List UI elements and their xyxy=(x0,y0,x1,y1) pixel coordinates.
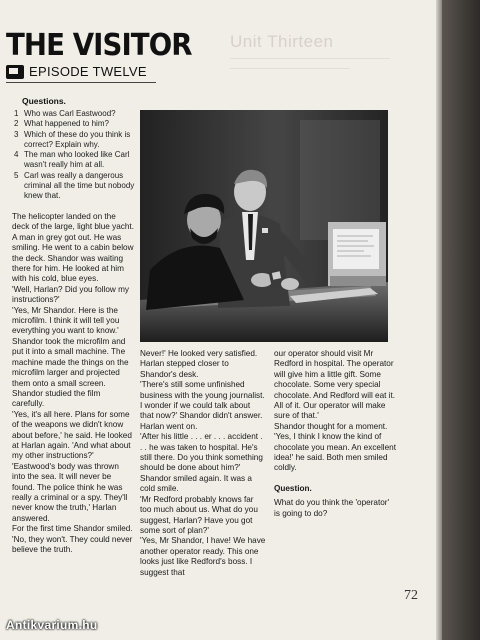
question-item xyxy=(14,171,136,202)
story-paragraph: 'Yes, Mr Shandor. Here is the microfilm. I think it will tell you everything you want to know.' Shandor took the microfilm and put it into a small machine. The machine made the things on the microfilm larger and projected them onto a small screen. Shandor studied the film carefully. xyxy=(12,305,129,409)
illustration-two-men-at-computer xyxy=(140,110,388,342)
question-heading: Question. xyxy=(274,483,312,493)
question-item xyxy=(14,119,136,129)
story-paragraph: our operator should visit Mr Redford in hospital. The operator will give him a little gift. Some chocolate. Some very special chocolate. And Redford will eat it. All of it. Our operator will make sure of that.' xyxy=(274,349,396,421)
story-title: THE VISITOR xyxy=(6,28,192,63)
show-through-line xyxy=(230,58,390,59)
story-paragraph: 'Well, Harlan? Did you follow my instructions?' xyxy=(12,284,129,305)
question-number: 3 xyxy=(14,129,19,139)
question-text: Which of these do you think is correct? Explain why. xyxy=(24,129,131,149)
question-number: 5 xyxy=(14,170,19,180)
show-through-line xyxy=(230,68,350,69)
question-item xyxy=(14,150,136,171)
question-text: The man who looked like Carl wasn't really him at all. xyxy=(24,150,130,170)
questions-heading: Questions. xyxy=(22,96,66,106)
story-column-3 xyxy=(274,349,396,519)
story-paragraph: 'After his little . . . er . . . accident . . . he was taken to hospital. He's still there. Do you think something should be done about him?' Shandor smiled again. It was a cold smile. xyxy=(140,432,263,494)
watermark-logo: Antikvarium.hu xyxy=(6,618,98,632)
question-number: 1 xyxy=(14,109,19,118)
header-rule xyxy=(6,82,156,83)
story-paragraph: Never!' He looked very satisfied. Harlan stepped closer to Shandor's desk. xyxy=(140,349,258,379)
story-paragraph: Shandor thought for a moment. 'Yes, I think I know the kind of chocolate you mean. An excellent idea!' he said. Both men smiled coldly. xyxy=(274,421,396,473)
question-text: Who was Carl Eastwood? xyxy=(24,109,116,118)
book-gutter xyxy=(442,0,480,640)
question-item xyxy=(14,130,136,151)
show-through-heading: Unit Thirteen xyxy=(230,32,334,51)
story-paragraph: 'Mr Redford probably knows far too much about us. What do you suggest, Harlan? Have you got some sort of plan?' xyxy=(140,494,258,535)
question-item xyxy=(14,109,136,119)
story-paragraph: The helicopter landed on the deck of the large, light blue yacht. A man in grey got out. He was smiling. He went to a cabin below the deck. Shandor was waiting there for him. He looked at him with his cold, blue eyes. xyxy=(12,212,134,284)
story-column-2 xyxy=(140,349,266,578)
story-paragraph: 'Yes, Mr Shandor, I have! We have another operator ready. This one looks just like Redford's boss. I suggest that xyxy=(140,536,266,577)
tv-icon xyxy=(6,65,24,79)
episode-label: EPISODE TWELVE xyxy=(29,64,147,79)
question-number: 4 xyxy=(14,150,19,160)
story-paragraph: 'Eastwood's body was thrown into the sea. It will never be found. The police think he was really a criminal or a spy. They'll never know the truth,' Harlan answered. xyxy=(12,461,128,523)
closing-question: What do you think the 'operator' is going to do? xyxy=(274,498,390,518)
question-text: Carl was really a dangerous criminal all the time but nobody knew that. xyxy=(24,170,135,201)
question-text: What happened to him? xyxy=(24,119,109,129)
question-number: 2 xyxy=(14,119,19,129)
story-paragraph: 'Yes, it's all here. Plans for some of the weapons we didn't know about before,' he said. He looked at Harlan again. 'And what about my other instructions?' xyxy=(12,409,132,461)
story-paragraph: 'No, they won't. They could never believe the truth. xyxy=(12,534,133,554)
questions-list xyxy=(14,109,136,202)
episode-row xyxy=(6,64,147,79)
story-paragraph: For the first time Shandor smiled. xyxy=(12,524,133,534)
story-paragraph: 'There's still some unfinished business with the young journalist. I wonder if we could talk about that now?' Shandor didn't answer. Harlan went on. xyxy=(140,380,265,431)
story-column-1 xyxy=(12,212,134,555)
page-number: 72 xyxy=(404,588,418,603)
